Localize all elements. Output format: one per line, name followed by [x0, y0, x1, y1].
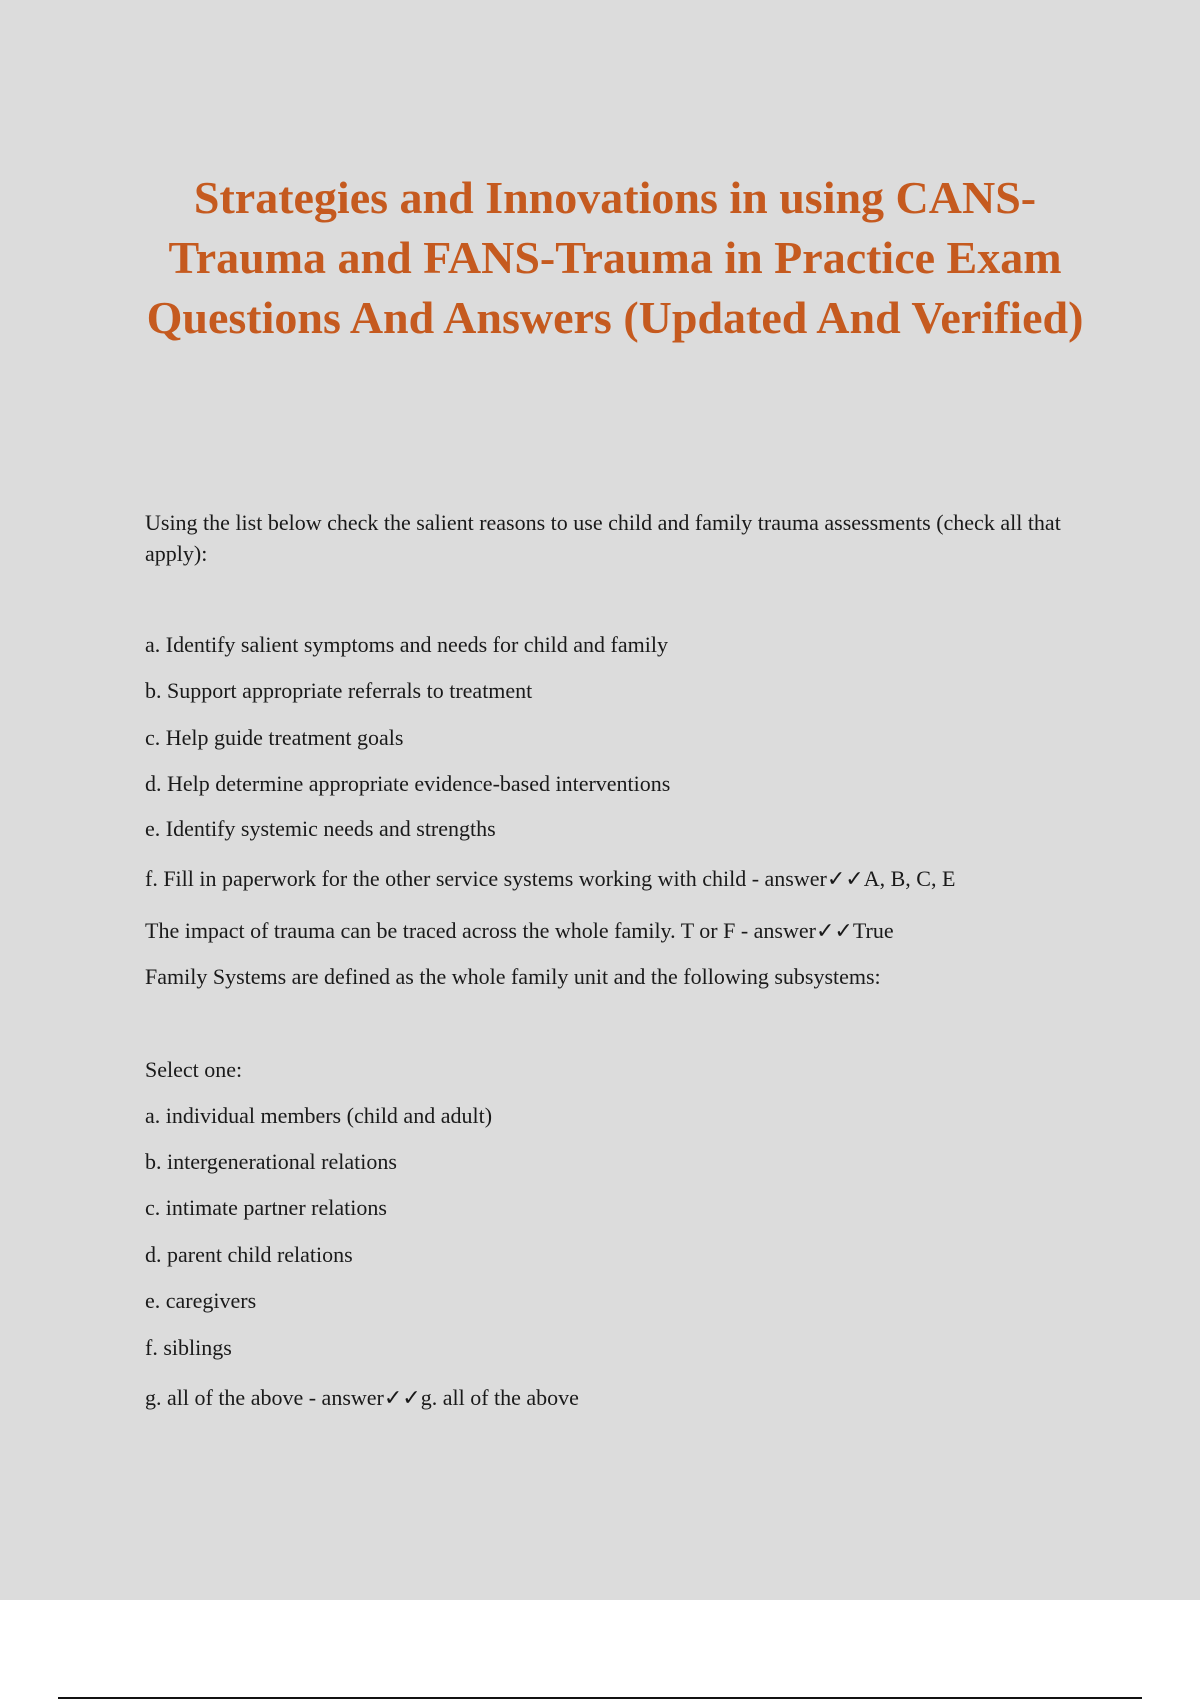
- question-3-option: b. intergenerational relations: [145, 1149, 397, 1174]
- question-1-prompt: Using the list below check the salient reasons to use child and family trauma assessments (check all that apply):: [145, 510, 1061, 566]
- question-3-option-answer: g. all of the above - answer✓✓g. all of the above: [145, 1385, 579, 1410]
- question-1-option: b. Support appropriate referrals to treatment: [145, 678, 533, 703]
- question-3-option: a. individual members (child and adult): [145, 1103, 493, 1128]
- question-1-option: e. Identify systemic needs and strengths: [145, 816, 496, 841]
- question-3-option: f. siblings: [145, 1335, 232, 1360]
- question-1-option: a. Identify salient symptoms and needs for child and family: [145, 632, 668, 657]
- footer-divider: [58, 1697, 1142, 1699]
- question-1-option: d. Help determine appropriate evidence-based interventions: [145, 771, 671, 796]
- question-2-text: The impact of trauma can be traced across the whole family. T or F - answer✓✓True: [145, 918, 894, 943]
- question-3-select-label: Select one:: [145, 1057, 243, 1082]
- question-3-prompt: Family Systems are defined as the whole family unit and the following subsystems:: [145, 964, 881, 989]
- question-3-option: e. caregivers: [145, 1288, 257, 1313]
- question-3-option: c. intimate partner relations: [145, 1195, 387, 1220]
- question-3-option: d. parent child relations: [145, 1242, 353, 1267]
- question-1-option-answer: f. Fill in paperwork for the other service systems working with child - answer✓✓A, B, C, E: [145, 866, 956, 891]
- document-title: Strategies and Innovations in using CANS-Trauma and FANS-Trauma in Practice Exam Questions And Answers (Updated And Verified): [146, 172, 1084, 343]
- question-1-option: c. Help guide treatment goals: [145, 725, 404, 750]
